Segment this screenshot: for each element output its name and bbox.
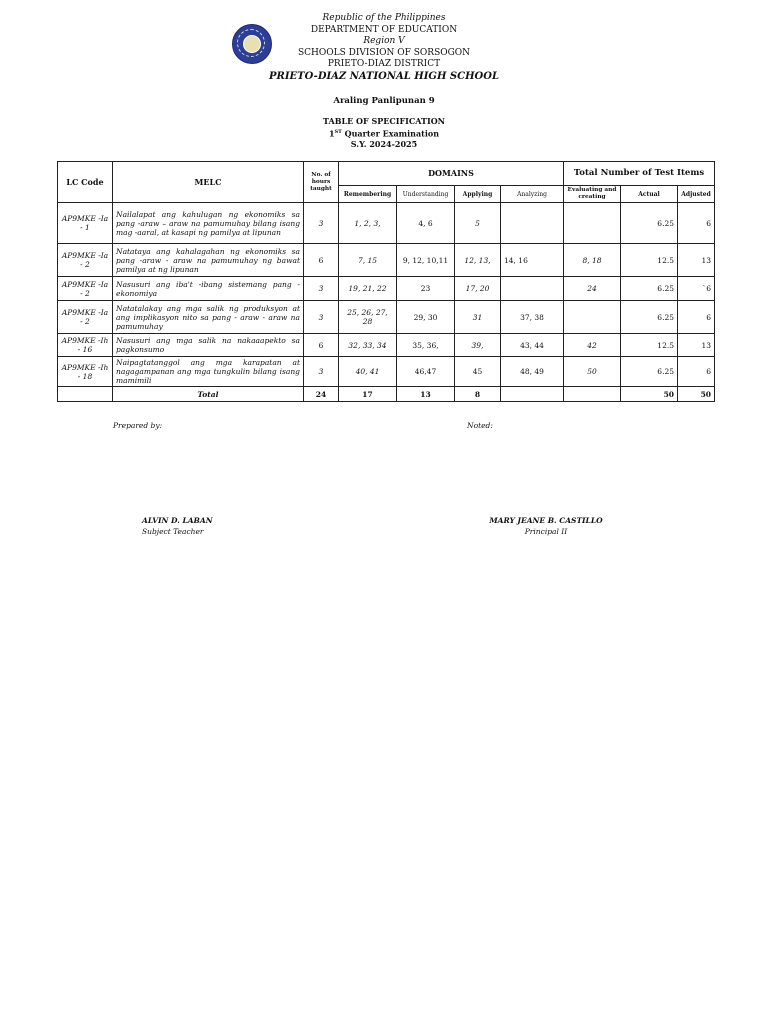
understanding-cell: 29, 30 xyxy=(397,301,455,334)
melc-cell: Nailalapat ang kahulugan ng ekonomiks sa pang -araw – araw na pamumuhay bilang isang mag -aaral, at kasapi ng pamilya at lipunan xyxy=(113,203,304,244)
quarter-text: Quarter Examination xyxy=(341,128,440,139)
evaluating-cell: 8, 18 xyxy=(564,244,621,277)
lc-code-cell: AP9MKE -Ia - 2 xyxy=(58,301,113,334)
actual-cell: 6.25 xyxy=(621,301,678,334)
quarter-suffix: ST xyxy=(334,128,342,135)
adjusted-cell: `6 xyxy=(678,277,715,301)
noter-name: MARY JEANE B. CASTILLO xyxy=(489,516,603,525)
lc-code-cell: AP9MKE -Ia - 1 xyxy=(58,203,113,244)
total-row xyxy=(58,387,715,402)
total-understanding: 13 xyxy=(397,387,455,402)
remembering-cell: 40, 41 xyxy=(339,357,397,387)
actual-cell: 6.25 xyxy=(621,357,678,387)
analyzing-cell: 43, 44 xyxy=(501,334,564,357)
remembering-cell: 19, 21, 22 xyxy=(339,277,397,301)
analyzing-cell xyxy=(501,203,564,244)
specification-table xyxy=(57,161,715,402)
understanding-cell: 23 xyxy=(397,277,455,301)
remembering-cell: 1, 2, 3, xyxy=(339,203,397,244)
quarter-line xyxy=(0,127,768,139)
understanding-cell: 35, 36, xyxy=(397,334,455,357)
table-row xyxy=(58,334,715,357)
district-line: PRIETO-DIAZ DISTRICT xyxy=(327,59,441,69)
lc-code-cell: AP9MKE -Ia - 2 xyxy=(58,244,113,277)
analyzing-cell: 48, 49 xyxy=(501,357,564,387)
header-adjusted: Adjusted xyxy=(678,186,715,203)
applying-cell: 17, 20 xyxy=(455,277,501,301)
hours-cell: 6 xyxy=(304,244,339,277)
evaluating-cell: 24 xyxy=(564,277,621,301)
noted-label: Noted: xyxy=(467,421,493,430)
table-row xyxy=(58,244,715,277)
division-line: SCHOOLS DIVISION OF SORSOGON xyxy=(297,47,471,58)
hours-cell: 3 xyxy=(304,357,339,387)
melc-cell: Nasusuri ang mga salik na nakaaapekto sa pagkonsumo xyxy=(113,334,304,357)
school-name: PRIETO-DIAZ NATIONAL HIGH SCHOOL xyxy=(269,70,499,82)
header-lc-code: LC Code xyxy=(58,162,113,203)
total-applying: 8 xyxy=(455,387,501,402)
melc-cell: Naipagtatanggol ang mga karapatan at nagagampanan ang mga tungkulin bilang isang mamimili xyxy=(113,357,304,387)
analyzing-cell: 14, 16 xyxy=(501,244,564,277)
applying-cell: 12, 13, xyxy=(455,244,501,277)
remembering-cell: 32, 33, 34 xyxy=(339,334,397,357)
table-row xyxy=(58,203,715,244)
applying-cell: 39, xyxy=(455,334,501,357)
analyzing-cell xyxy=(501,277,564,301)
adjusted-cell: 13 xyxy=(678,244,715,277)
actual-cell: 12.5 xyxy=(621,334,678,357)
lc-code-cell: AP9MKE -Ih - 16 xyxy=(58,334,113,357)
header-analyzing: Analyzing xyxy=(501,186,564,203)
lc-code-cell: AP9MKE -Ih - 18 xyxy=(58,357,113,387)
total-hours: 24 xyxy=(304,387,339,402)
republic-line: Republic of the Philippines xyxy=(322,13,446,23)
evaluating-cell xyxy=(564,203,621,244)
table-row xyxy=(58,277,715,301)
evaluating-cell: 42 xyxy=(564,334,621,357)
header-understanding: Understanding xyxy=(397,186,455,203)
school-year: S.Y. 2024-2025 xyxy=(350,138,418,149)
preparer-name: ALVIN D. LABAN xyxy=(142,516,213,525)
header-applying: Applying xyxy=(455,186,501,203)
actual-cell: 6.25 xyxy=(621,277,678,301)
letterhead xyxy=(0,13,768,82)
table-row xyxy=(58,357,715,387)
analyzing-cell: 37, 38 xyxy=(501,301,564,334)
header-hours: No. of hours taught xyxy=(304,162,339,203)
region-line: Region V xyxy=(363,36,405,46)
hours-cell: 3 xyxy=(304,203,339,244)
total-remembering: 17 xyxy=(339,387,397,402)
hours-cell: 3 xyxy=(304,277,339,301)
header-evaluating: Evaluating and creating xyxy=(564,186,621,203)
total-analyzing xyxy=(501,387,564,402)
adjusted-cell: 6 xyxy=(678,357,715,387)
melc-cell: Natatalakay ang mga salik ng produksyon at ang implikasyon nito sa pang - araw - araw na pamumuhay xyxy=(113,301,304,334)
adjusted-cell: 13 xyxy=(678,334,715,357)
remembering-cell: 7, 15 xyxy=(339,244,397,277)
total-adjusted: 50 xyxy=(678,387,715,402)
table-row xyxy=(58,301,715,334)
header-remembering: Remembering xyxy=(339,186,397,203)
total-label: Total xyxy=(113,387,304,402)
evaluating-cell xyxy=(564,301,621,334)
prepared-by-label: Prepared by: xyxy=(113,421,163,430)
subject-title: Araling Panlipunan 9 xyxy=(333,96,435,106)
understanding-cell: 4, 6 xyxy=(397,203,455,244)
melc-cell: Natataya ang kahalagahan ng ekonomiks sa pang -araw - araw na pamumuhay ng bawat pamilya at ng lipunan xyxy=(113,244,304,277)
noter-title: Principal II xyxy=(524,527,568,536)
preparer-title: Subject Teacher xyxy=(142,527,204,536)
applying-cell: 5 xyxy=(455,203,501,244)
header-melc: MELC xyxy=(113,162,304,203)
understanding-cell: 46,47 xyxy=(397,357,455,387)
remembering-cell: 25, 26, 27, 28 xyxy=(339,301,397,334)
hours-cell: 3 xyxy=(304,301,339,334)
applying-cell: 31 xyxy=(455,301,501,334)
adjusted-cell: 6 xyxy=(678,301,715,334)
total-actual: 50 xyxy=(621,387,678,402)
tos-title: TABLE OF SPECIFICATION xyxy=(323,116,445,126)
adjusted-cell: 6 xyxy=(678,203,715,244)
melc-cell: Nasusuri ang iba't -ibang sistemang pang - ekonomiya xyxy=(113,277,304,301)
lc-code-cell: AP9MKE -Ia - 2 xyxy=(58,277,113,301)
applying-cell: 45 xyxy=(455,357,501,387)
quarter-number: 1 xyxy=(328,128,335,139)
actual-cell: 6.25 xyxy=(621,203,678,244)
total-evaluating xyxy=(564,387,621,402)
hours-cell: 6 xyxy=(304,334,339,357)
header-domains: DOMAINS xyxy=(339,162,564,186)
total-empty-cell xyxy=(58,387,113,402)
understanding-cell: 9, 12, 10,11 xyxy=(397,244,455,277)
tos-title-block xyxy=(0,116,768,149)
actual-cell: 12.5 xyxy=(621,244,678,277)
header-actual: Actual xyxy=(621,186,678,203)
department-line: DEPARTMENT OF EDUCATION xyxy=(310,24,458,35)
header-total-items: Total Number of Test Items xyxy=(564,162,715,186)
evaluating-cell: 50 xyxy=(564,357,621,387)
